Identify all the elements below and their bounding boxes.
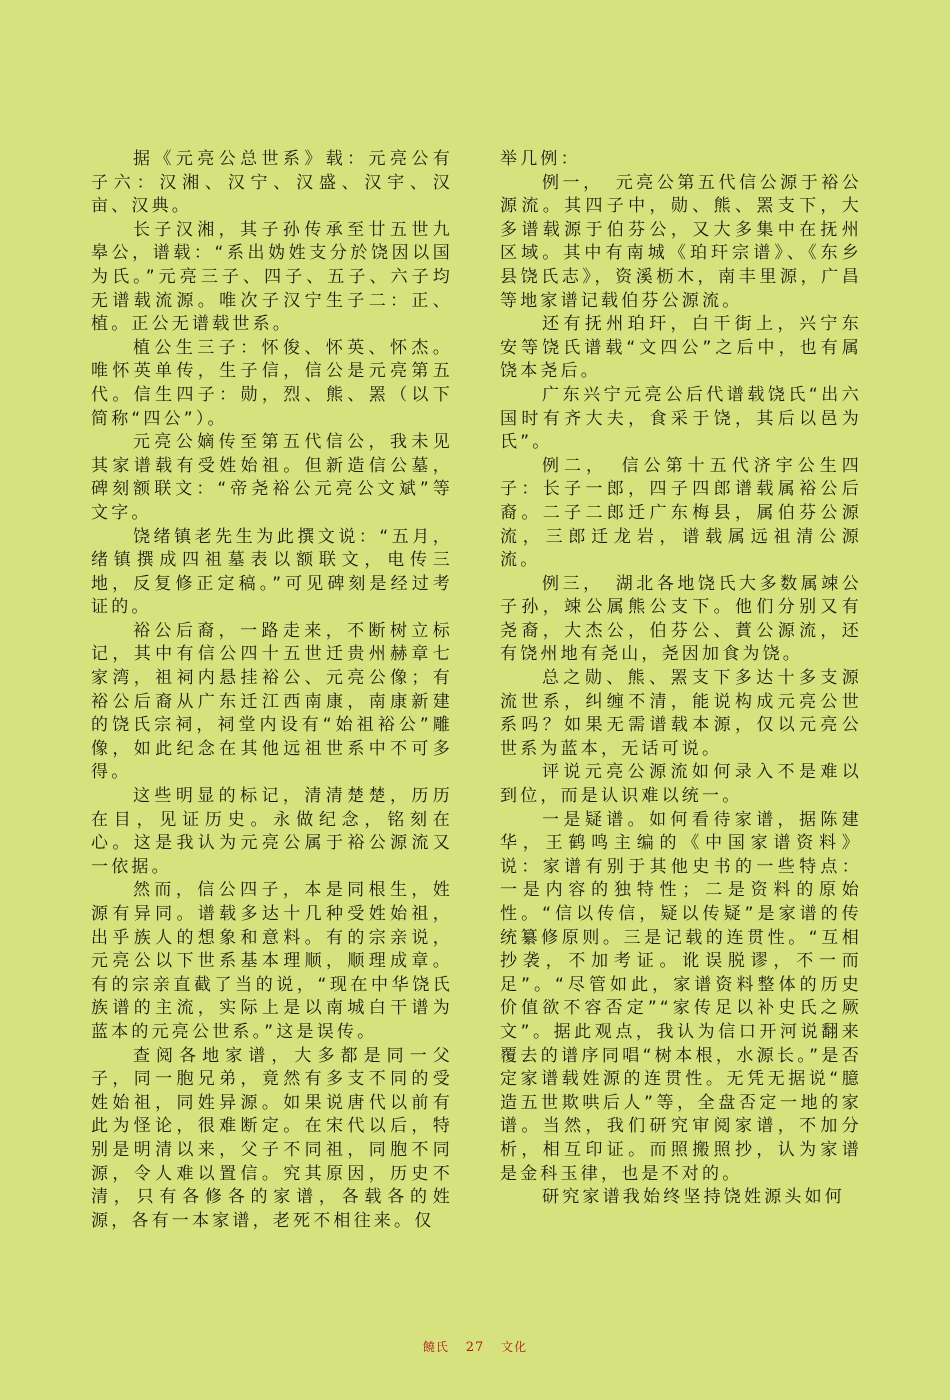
paragraph: 举几例： [500,149,581,169]
paragraph: 这些明显的标记，清清楚楚，历历在目，见证历史。永做纪念，铭刻在心。这是我认为元亮公属于裕公源流又一依据。 [91,786,453,877]
paragraph: 裕公后裔，一路走来，不断树立标记，其中有信公四十五世迁贵州赫章七家湾，祖祠内悬挂裕公、元亮公像；有裕公后裔从广东迁江西南康，南康新建的饶氏宗祠，祠堂内设有“始祖裕公”雕像，如此纪念在其他远祖世系中不可多得。 [91,620,453,783]
paragraph: 一是疑谱。如何看待家谱，据陈建华，王鹤鸣主编的《中国家谱资料》说：家谱有别于其他史书的一些特点：一是内容的独特性；二是资料的原始性。“信以传信，疑以传疑”是家谱的传统纂修原则。三是记载的连贯性。“互相抄袭，不加考证。讹误脱谬，不一而足”。“尽管如此，家谱资料整体的历史价值欲不容否定”“家传足以补史氏之厥文”。据此观点，我认为信口开河说翻来覆去的谱序同唱“树本根，水源长。”是否定家谱载姓源的连贯性。无凭无据说“臆造五世欺哄后人”等，全盘否定一地的家谱。当然，我们研究审阅家谱，不加分析，相互印证。而照搬照抄，认为家谱是金科玉律，也是不对的。 [500,809,862,1184]
page-number: 27 [465,1340,485,1355]
right-text-column [500,148,862,1210]
footer-journal-name: 饒氏 [422,1340,449,1354]
paragraph: 研究家谱我始终坚持饶姓源头如何 [542,1187,845,1208]
paragraph: 例一， 元亮公第五代信公源于裕公源流。其四子中，勋、熊、罴支下，大多谱载源于伯芬公，又大多集中在抚州区域。其中有南城《珀玕宗谱》、《东乡县饶氏志》，资溪枥木，南丰里源，广昌等地家谱记载伯芬公源流。 [500,172,862,311]
paragraph: 长子汉湘，其子孙传承至廿五世九皋公，谱载：“系出妫姓支分於饶因以国为氏。”元亮三子、四子、五子、六子均无谱载流源。唯次子汉宁生子二：正、植。正公无谱载世系。 [91,219,453,335]
paragraph: 广东兴宁元亮公后代谱载饶氏“出六国时有齐大夫，食采于饶，其后以邑为氏”。 [500,384,862,453]
paragraph: 评说元亮公源流如何录入不是难以到位，而是认识难以统一。 [500,762,862,807]
paragraph: 饶绪镇老先生为此撰文说：“五月，绪镇撰成四祖墓表以额联文，电传三地，反复修正定稿。”可见碑刻是经过考证的。 [91,526,453,618]
paragraph: 元亮公嫡传至第五代信公，我未见其家谱载有受姓始祖。但新造信公墓，碑刻额联文：“帝尧裕公元亮公文斌”等文字。 [91,432,453,523]
paragraph: 查阅各地家谱，大多都是同一父子，同一胞兄弟，竟然有多支不同的受姓始祖，同姓异源。如果说唐代以前有此为怪论，很难断定。在宋代以后，特别是明清以来，父子不同祖，同胞不同源，令人难以置信。究其原因，历史不清，只有各修各的家谱，各载各的姓源，各有一本家谱，老死不相往来。仅 [91,1045,453,1231]
left-text-column [91,148,453,1233]
page-footer [0,1338,950,1355]
paragraph: 总之勋、熊、罴支下多达十多支源流世系，纠缠不清，能说构成元亮公世系吗？如果无需谱载本源，仅以元亮公世系为蓝本，无话可说。 [500,668,862,759]
paragraph: 还有抚州珀玕，白干街上，兴宁东安等饶氏谱载“文四公”之后中，也有属饶本尧后。 [500,314,862,382]
footer-section-name: 文化 [501,1340,528,1354]
paragraph: 例三， 湖北各地饶氏大多数属竦公子孙，竦公属熊公支下。他们分别又有尧裔，大杰公，伯芬公、蕡公源流，还有饶州地有尧山，尧因加食为饶。 [500,573,862,665]
paragraph: 例二， 信公第十五代济宇公生四子：长子一郎，四子四郎谱载属裕公后裔。二子二郎迁广东梅县，属伯芬公源流，三郎迁龙岩，谱载属远祖清公源流。 [500,455,862,571]
paragraph: 然而，信公四子，本是同根生，姓源有异同。谱载多达十几种受姓始祖，出乎族人的想象和意料。有的宗亲说，元亮公以下世系基本理顺，顺理成章。有的宗亲直截了当的说，“现在中华饶氏族谱的主流，实际上是以南城白干谱为蓝本的元亮公世系。”这是误传。 [91,880,453,1042]
paragraph: 植公生三子：怀俊、怀英、怀杰。唯怀英单传，生子信，信公是元亮第五代。信生四子：勋，烈、熊、罴（以下简称“四公”）。 [91,337,453,429]
paragraph: 据《元亮公总世系》载：元亮公有子六：汉湘、汉宁、汉盛、汉宇、汉亩、汉典。 [91,149,453,217]
